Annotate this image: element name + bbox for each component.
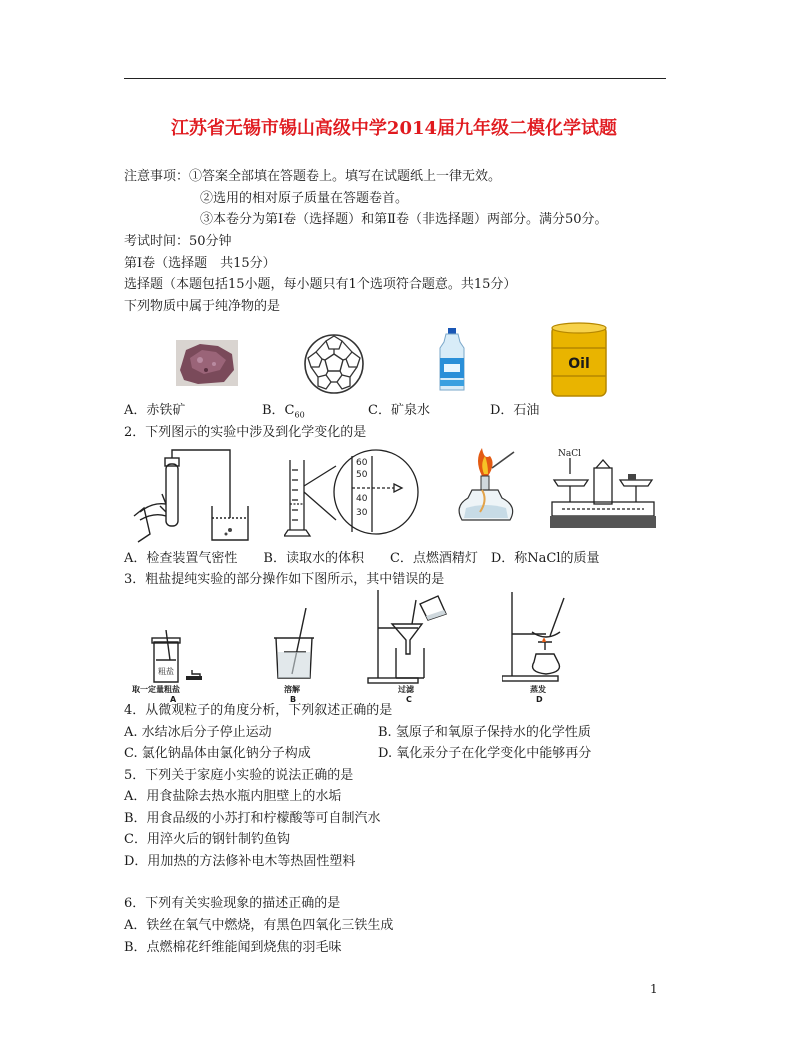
page-number: 1: [650, 982, 658, 996]
nacl-label: NaCl: [558, 449, 582, 459]
q1-stem: 下列物质中属于纯净物的是: [124, 299, 281, 314]
balance-image: [548, 446, 658, 534]
airtightness-check-image: [132, 446, 250, 544]
q5-option-a: A．用食盐除去热水瓶内胆壁上的水垢: [124, 789, 342, 804]
q3-caption-d: 蒸发: [530, 685, 546, 694]
q3-caption-c: 过滤: [398, 685, 414, 694]
mineral-water-image: [434, 328, 470, 394]
header-rule: [124, 78, 666, 79]
cylinder-tick-60: 60: [356, 458, 368, 468]
q2-options: A．检查装置气密性 B．读取水的体积 C．点燃酒精灯 D．称NaCl的质量: [124, 551, 600, 566]
take-salt-image: [146, 630, 210, 686]
select-intro: 选择题（本题包括15小题，每小题只有1个选项符合题意。共15分）: [124, 277, 517, 292]
part1-heading: 第Ⅰ卷（选择题 共15分）: [124, 256, 276, 271]
oil-barrel-image: [550, 322, 608, 400]
cylinder-tick-30: 30: [356, 508, 368, 518]
q5-stem: 5．下列关于家庭小实验的说法正确的是: [124, 768, 354, 783]
q3-letter-c: C: [406, 695, 412, 704]
oil-label: Oil: [568, 356, 590, 372]
q3-letter-d: D: [536, 695, 543, 704]
q6-option-a: A．铁丝在氧气中燃烧，有黑色四氧化三铁生成: [124, 918, 394, 933]
q6-option-b: B．点燃棉花纤维能闻到烧焦的羽毛味: [124, 940, 342, 955]
q1-option-b-text: B．C: [262, 403, 295, 418]
hematite-image: [176, 340, 238, 386]
note-1: ①答案全部填在答题卷上。填写在试题纸上一律无效。: [189, 169, 502, 184]
q1-option-b-sub: 60: [294, 410, 305, 420]
alcohol-lamp-image: [452, 446, 524, 530]
page-title: 江苏省无锡市锡山高级中学2014届九年级二模化学试题: [170, 118, 618, 139]
cylinder-tick-50: 50: [356, 470, 368, 480]
q3-caption-b: 溶解: [284, 685, 300, 694]
note-2: ②选用的相对原子质量在答题卷首。: [200, 191, 409, 206]
q1-option-b: [262, 402, 305, 425]
note-3: ③本卷分为第Ⅰ卷（选择题）和第Ⅱ卷（非选择题）两部分。满分50分。: [200, 212, 608, 227]
q4-option-c: C. 氯化钠晶体由氯化钠分子构成: [124, 746, 311, 761]
dissolve-image: [270, 608, 320, 684]
q4-option-d: D. 氧化汞分子在化学变化中能够再分: [378, 746, 592, 761]
q3-letter-a: A: [170, 695, 177, 704]
q3-caption-a: 取一定量粗盐: [132, 685, 180, 694]
c60-image: [302, 332, 366, 396]
evaporate-image: [502, 592, 578, 684]
graduated-cylinder-image: [284, 446, 426, 546]
q4-option-a: A. 水结冰后分子停止运动: [124, 725, 272, 740]
notes-label: 注意事项：: [124, 169, 190, 184]
svg-text:粗盐: 粗盐: [158, 667, 174, 676]
q4-option-b: B. 氢原子和氧原子保持水的化学性质: [378, 725, 591, 740]
q6-stem: 6．下列有关实验现象的描述正确的是: [124, 896, 341, 911]
q5-option-b: B．用食品级的小苏打和柠檬酸等可自制汽水: [124, 811, 381, 826]
q3-letter-b: B: [290, 695, 297, 704]
exam-time: 考试时间：50分钟: [124, 234, 232, 249]
q5-option-c: C．用淬火后的钢针制钓鱼钩: [124, 832, 290, 847]
q2-stem: 2．下列图示的实验中涉及到化学变化的是: [124, 425, 367, 440]
q3-stem: 3．粗盐提纯实验的部分操作如下图所示，其中错误的是: [124, 572, 445, 587]
q1-option-a: A．赤铁矿: [124, 403, 186, 418]
cylinder-tick-40: 40: [356, 494, 368, 504]
q1-option-d: D．石油: [490, 403, 540, 418]
q1-option-c: C．矿泉水: [368, 403, 430, 418]
notes-line-1: [124, 168, 501, 186]
filter-image: [366, 590, 450, 684]
q4-stem: 4．从微观粒子的角度分析，下列叙述正确的是: [124, 703, 393, 718]
q5-option-d: D．用加热的方法修补电木等热固性塑料: [124, 854, 356, 869]
